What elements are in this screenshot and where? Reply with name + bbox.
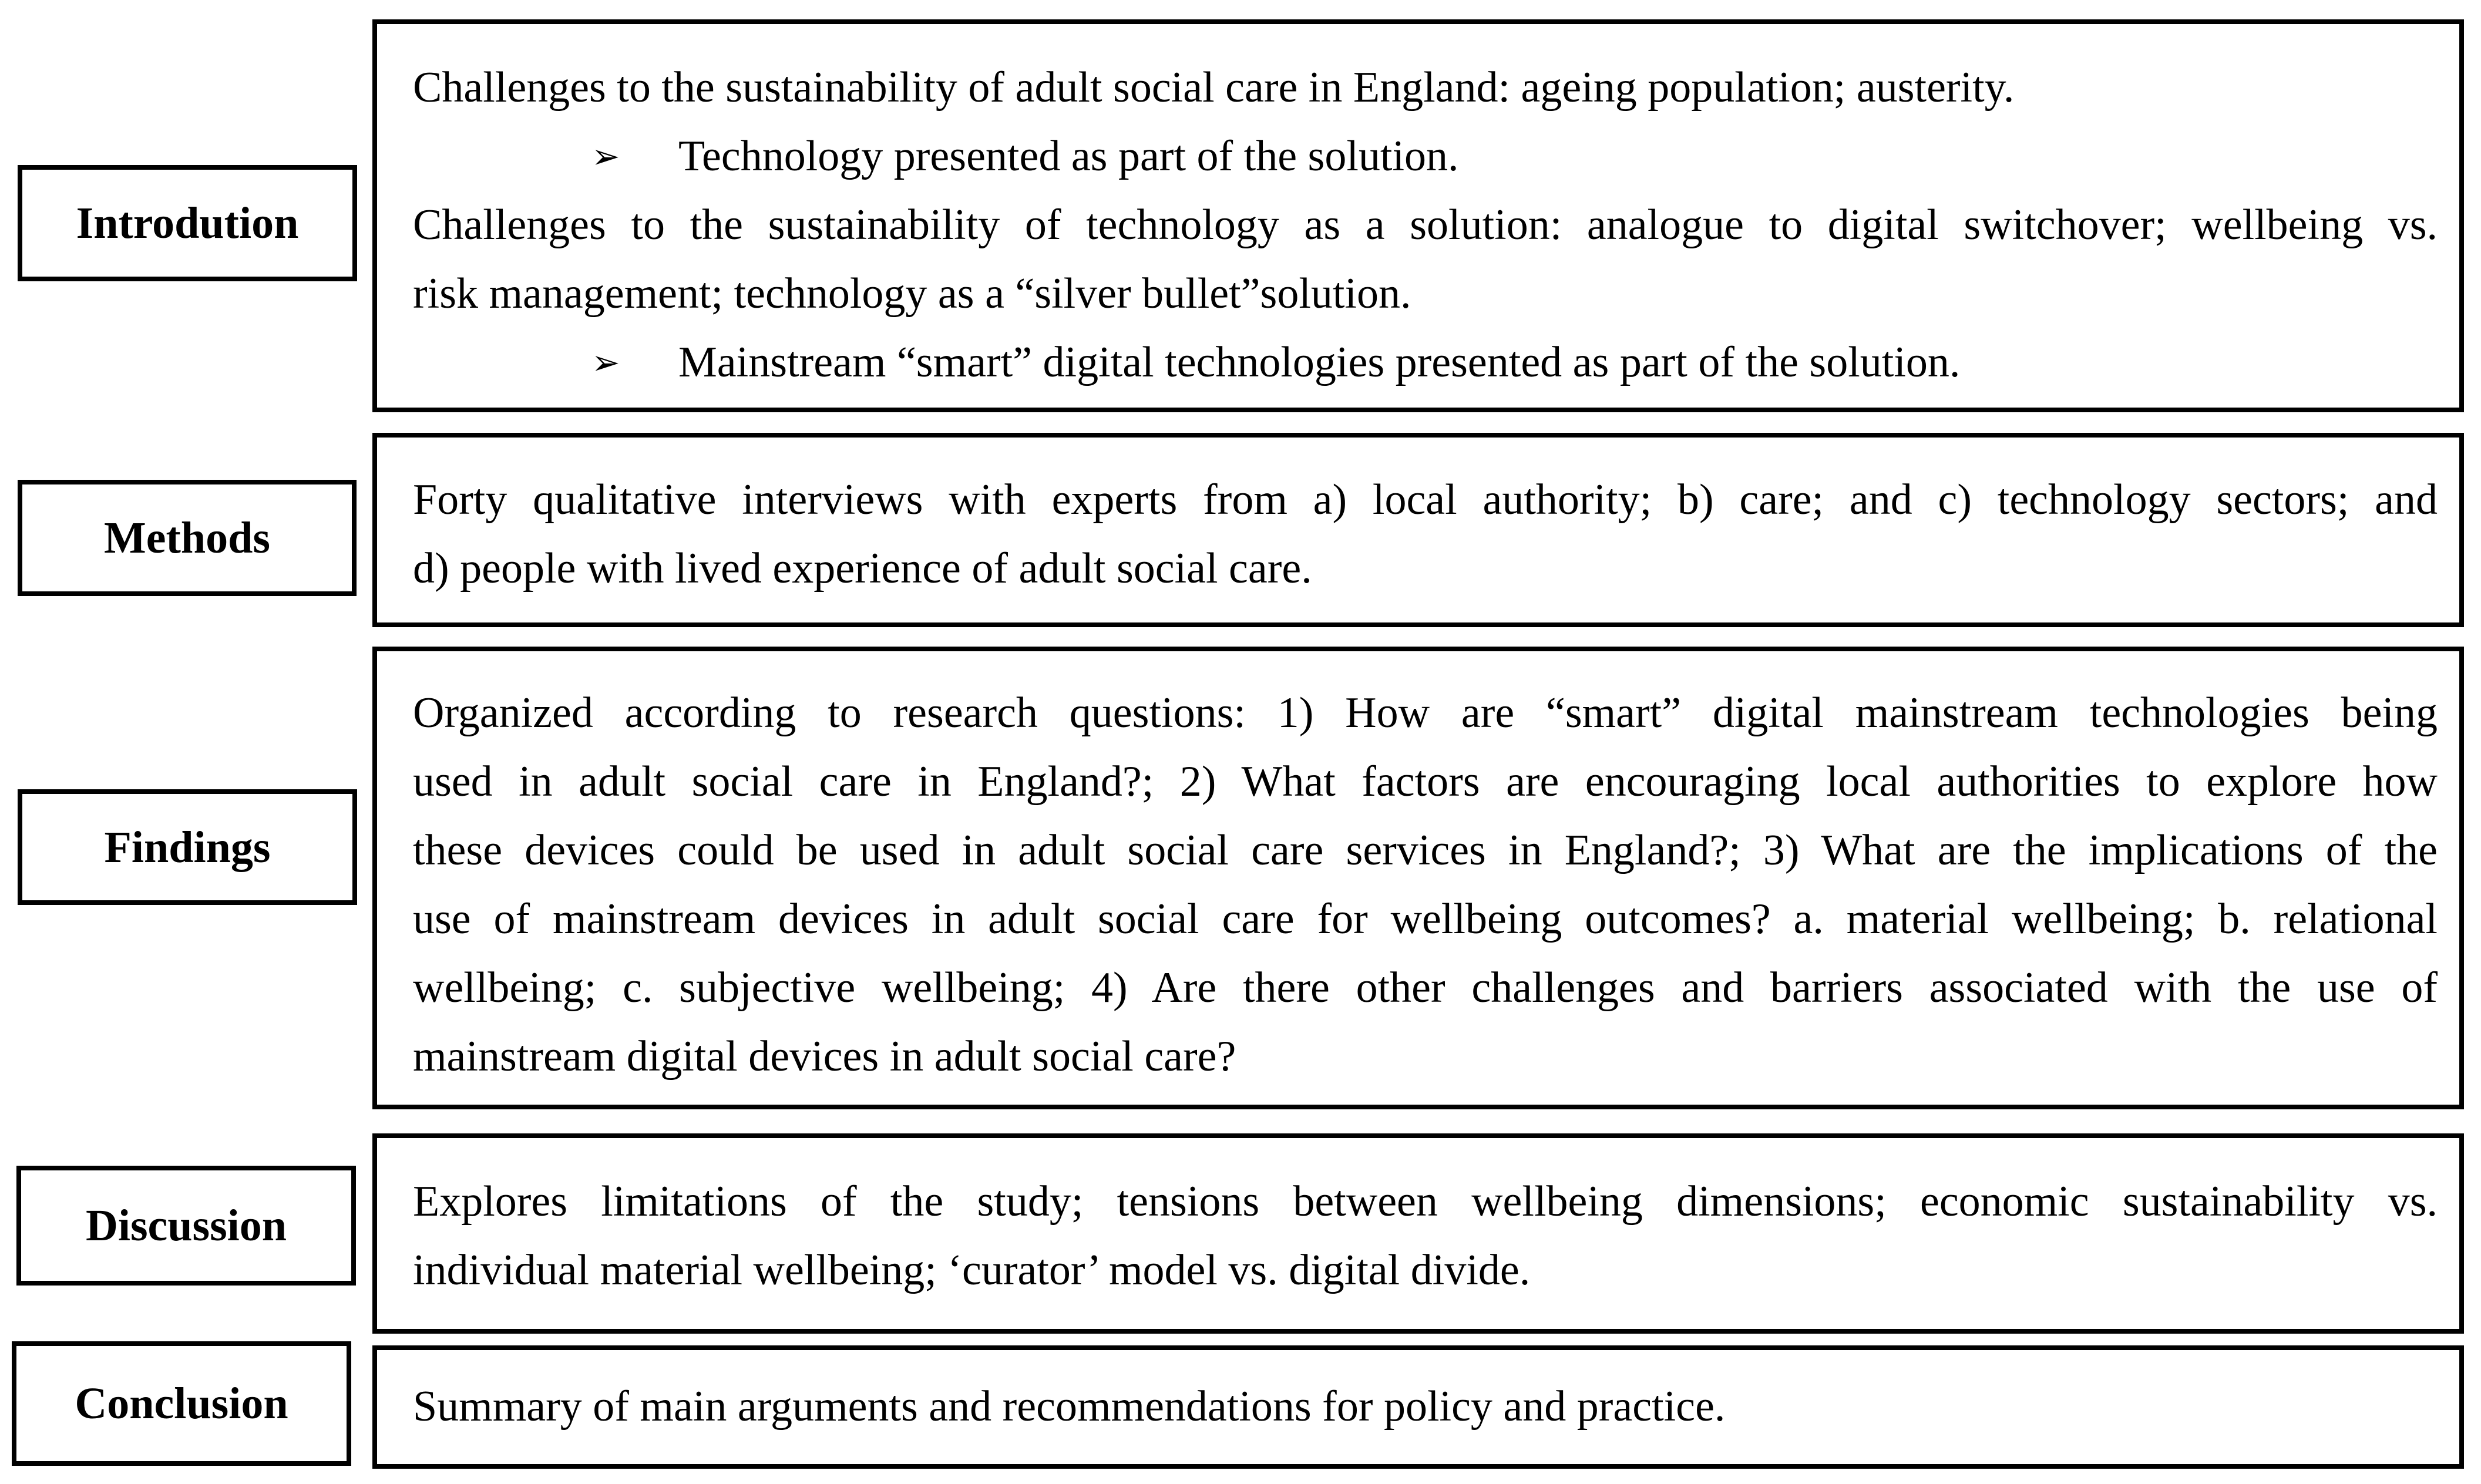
content-line: wellbeing; c. subjective wellbeing; 4) Are there other challenges and barriers associated with the use of: [413, 964, 2438, 1012]
bullet-text: Technology presented as part of the solution.: [678, 132, 1459, 180]
section-label-conclusion: [12, 1341, 351, 1466]
content-line: d) people with lived experience of adult social care.: [413, 544, 1312, 593]
content-line: Organized according to research questions: 1) How are “smart” digital mainstream technologies being: [413, 689, 2438, 737]
arrowhead-bullet-icon: ➢: [591, 342, 620, 382]
bullet-item: [413, 328, 2438, 397]
section-label-introduction: [18, 165, 357, 281]
content-line: Explores limitations of the study; tensions between wellbeing dimensions; economic sustainability vs.: [413, 1177, 2438, 1226]
content-line: individual material wellbeing; ‘curator’ model vs. digital divide.: [413, 1246, 1531, 1294]
section-content-methods: [372, 433, 2464, 627]
content-line: Forty qualitative interviews with experts from a) local authority; b) care; and c) technology sectors; and: [413, 476, 2438, 524]
content-line: these devices could be used in adult social care services in England?; 3) What are the implications of the: [413, 826, 2438, 874]
label-text: Conclusion: [75, 1379, 288, 1428]
content-line: use of mainstream devices in adult social care for wellbeing outcomes? a. material wellbeing; b. relational: [413, 895, 2438, 943]
arrowhead-bullet-icon: ➢: [591, 136, 620, 176]
section-content-findings: [372, 647, 2464, 1109]
bullet-item: [413, 122, 2438, 191]
label-text: Discussion: [85, 1201, 287, 1250]
section-content-conclusion: [372, 1345, 2464, 1469]
section-label-methods: [18, 480, 357, 596]
label-text: Findings: [104, 822, 271, 872]
bullet-text: Mainstream “smart” digital technologies presented as part of the solution.: [678, 338, 1961, 386]
content-line: mainstream digital devices in adult social care?: [413, 1032, 1236, 1081]
section-label-discussion: [16, 1166, 356, 1286]
section-label-findings: [18, 789, 357, 905]
content-line: Summary of main arguments and recommendations for policy and practice.: [413, 1382, 1726, 1431]
content-line: risk management; technology as a “silver bullet”solution.: [413, 270, 1411, 318]
section-content-discussion: [372, 1133, 2464, 1334]
content-line: used in adult social care in England?; 2) What factors are encouraging local authorities to explore how: [413, 758, 2438, 806]
label-text: Methods: [104, 513, 270, 563]
content-line: Challenges to the sustainability of technology as a solution: analogue to digital switchover; wellbeing vs.: [413, 201, 2438, 249]
content-line: Challenges to the sustainability of adult social care in England: ageing population; austerity.: [413, 63, 2015, 112]
section-content-introduction: [372, 19, 2464, 412]
label-text: Introdution: [76, 198, 299, 248]
